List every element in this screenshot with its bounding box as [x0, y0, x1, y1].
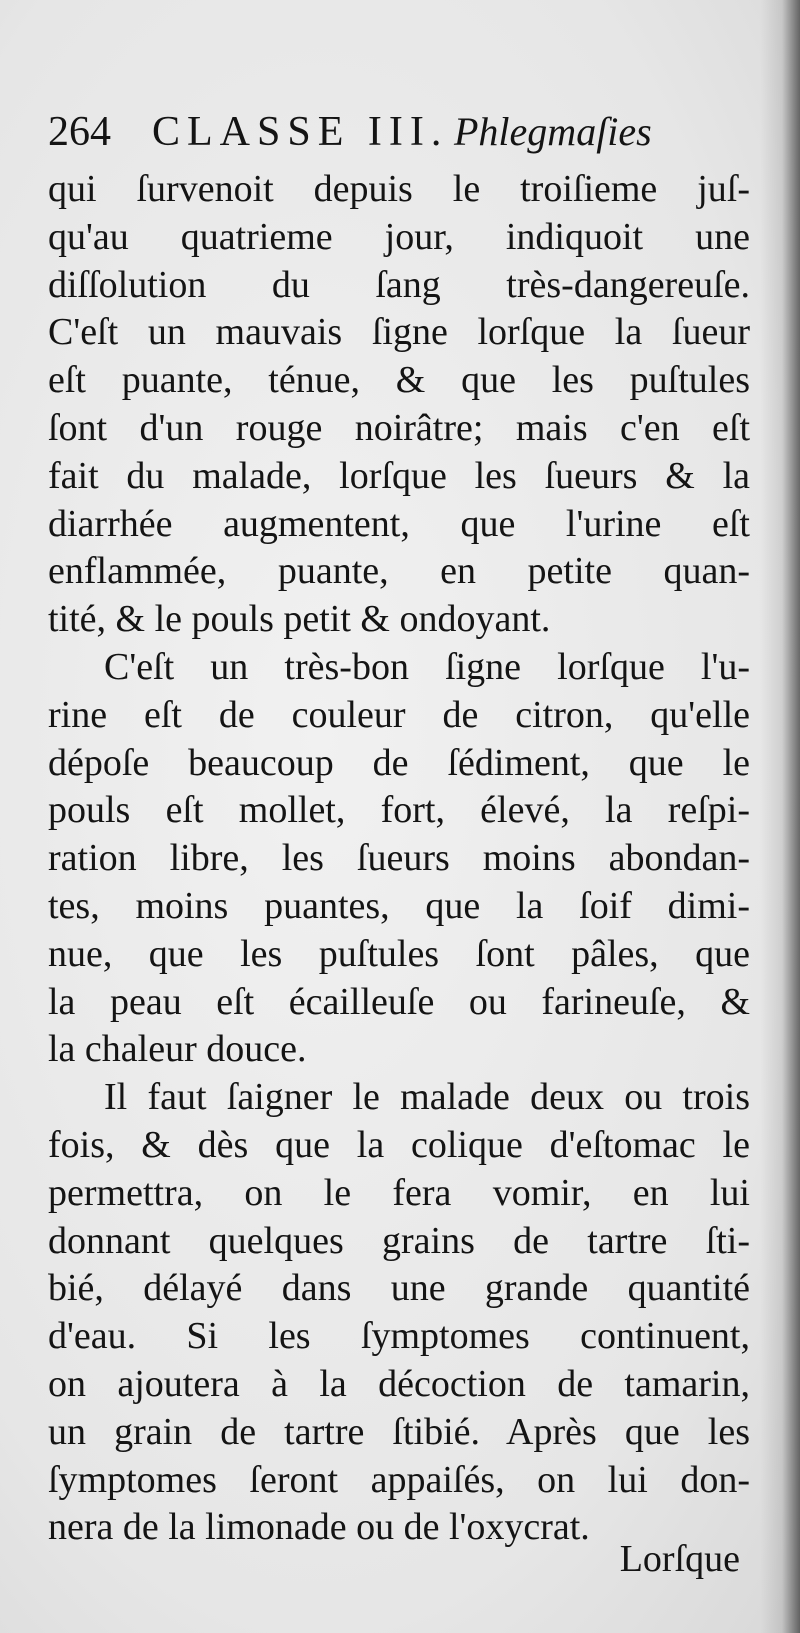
class-label: CLASSE III.: [152, 109, 449, 155]
text-line: nera de la limonade ou de l'oxycrat.: [48, 1506, 590, 1549]
text-line: tité, & le pouls petit & ondoyant.: [48, 598, 551, 641]
text-line: Il faut ſaigner le malade deux ou trois: [104, 1076, 750, 1119]
text-line: la peau eſt écailleuſe ou farineuſe, &: [48, 980, 750, 1023]
text-line: fait du malade, lorſque les ſueurs & la: [48, 454, 750, 497]
text-line: d'eau. Si les ſymptomes continuent,: [48, 1315, 750, 1358]
text-line: bié, délayé dans une grande quantité: [48, 1267, 750, 1310]
text-line: ſymptomes ſeront appaiſés, on lui don-: [48, 1458, 750, 1501]
body-text: [48, 166, 750, 1552]
text-line: la chaleur douce.: [48, 1028, 307, 1071]
text-line: on ajoutera à la décoction de tamarin,: [48, 1362, 750, 1405]
text-line: donnant quelques grains de tartre ſti-: [48, 1219, 750, 1262]
section-title: Phlegmaſies: [454, 109, 652, 154]
text-line: pouls eſt mollet, fort, élevé, la reſpi-: [48, 789, 750, 832]
text-line: diarrhée augmentent, que l'urine eſt: [48, 502, 750, 545]
running-head: [48, 106, 748, 158]
text-line: fois, & dès que la colique d'eſtomac le: [48, 1123, 750, 1166]
text-line: tes, moins puantes, que la ſoif dimi-: [48, 884, 750, 927]
text-line: ſont d'un rouge noirâtre; mais c'en eſt: [48, 406, 750, 449]
page-gutter-shadow: [760, 0, 800, 1633]
text-line: ration libre, les ſueurs moins abondan-: [48, 837, 750, 880]
text-line: dépoſe beaucoup de ſédiment, que le: [48, 741, 750, 784]
text-line: qu'au quatrieme jour, indiquoit une: [48, 215, 750, 258]
text-line: permettra, on le fera vomir, en lui: [48, 1171, 750, 1214]
text-line: rine eſt de couleur de citron, qu'elle: [48, 693, 750, 736]
text-line: C'eſt un mauvais ſigne lorſque la ſueur: [48, 311, 750, 354]
text-line: C'eſt un très-bon ſigne lorſque l'u-: [104, 645, 750, 688]
text-line: eſt puante, ténue, & que les puſtules: [48, 359, 750, 402]
text-line: diſſolution du ſang très-dangereuſe.: [48, 263, 750, 306]
text-line: nue, que les puſtules ſont pâles, que: [48, 932, 750, 975]
text-line: enflammée, puante, en petite quan-: [48, 550, 750, 593]
page-number: 264: [48, 109, 111, 155]
text-line: un grain de tartre ſtibié. Après que les: [48, 1410, 750, 1453]
catchword: Lorſque: [619, 1538, 740, 1580]
text-line: qui ſurvenoit depuis le troiſieme juſ-: [48, 168, 750, 210]
